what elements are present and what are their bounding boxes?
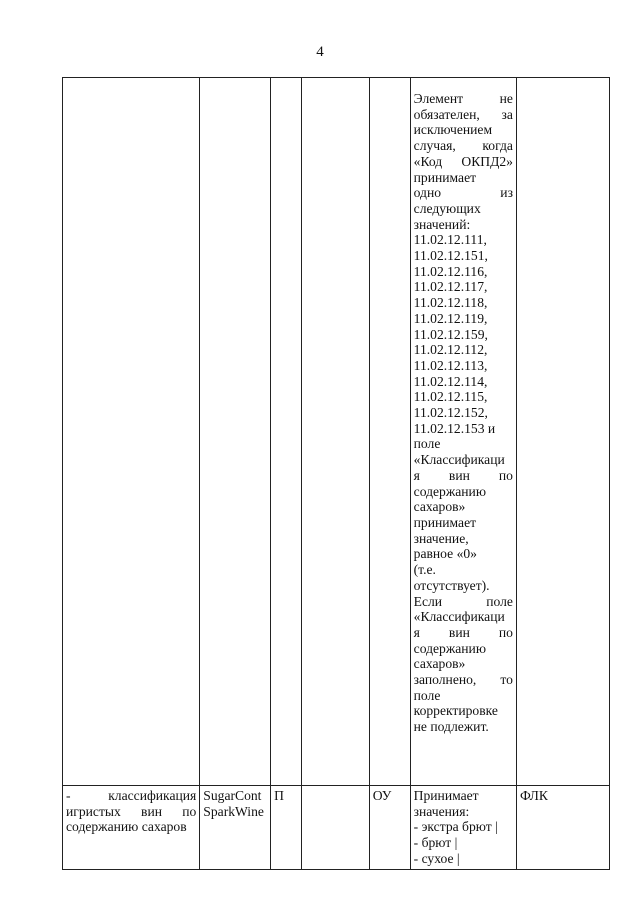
description-text: [414, 788, 513, 867]
cell-requirement: [369, 78, 410, 786]
description-line: принимает: [413, 514, 477, 530]
description-line: сахаров»: [413, 499, 466, 515]
cell-tag: [200, 78, 271, 786]
description-line: 11.02.12.119,: [413, 310, 488, 326]
description-line: случая, когда: [413, 138, 513, 154]
description-line: значений:: [413, 216, 471, 232]
description-line: сахаров»: [413, 656, 466, 672]
description-line: принимает: [413, 169, 477, 185]
cell-check: [516, 786, 609, 870]
description-text: [414, 91, 513, 735]
description-line: 11.02.12.111,: [413, 232, 487, 248]
description-line: 11.02.12.118,: [413, 295, 488, 311]
description-line: 11.02.12.117,: [413, 279, 488, 295]
table-row-continued: [63, 78, 610, 786]
description-line: содержанию: [413, 640, 486, 656]
cell-format: [302, 78, 370, 786]
element-check: ФЛК: [519, 788, 548, 803]
element-tag-line2: SparkWine: [203, 803, 264, 819]
description-line: значение,: [413, 530, 469, 546]
description-line: «Классификаци: [413, 609, 505, 625]
element-type: П: [274, 788, 284, 803]
description-line: 11.02.12.116,: [413, 263, 488, 279]
description-line: одно из: [413, 185, 513, 201]
description-line: Элемент не: [413, 91, 513, 106]
description-line: Принимает: [413, 788, 479, 803]
cell-requirement: [369, 786, 410, 870]
description-line: 11.02.12.114,: [413, 373, 488, 389]
description-line: поле: [413, 436, 441, 452]
description-line: отсутствует).: [413, 577, 490, 593]
cell-type: [271, 78, 302, 786]
description-line: обязателен, за: [413, 106, 513, 122]
description-line: поле: [413, 687, 441, 703]
description-line: Если поле: [413, 593, 513, 609]
description-line: (т.е.: [413, 562, 436, 578]
description-line: 11.02.12.113,: [413, 357, 488, 373]
cell-format: [302, 786, 370, 870]
description-line: 11.02.12.151,: [413, 248, 488, 264]
requisites-table: [62, 77, 610, 870]
description-line: 11.02.12.115,: [413, 389, 488, 405]
description-line: - экстра брют |: [413, 819, 498, 835]
cell-name: [63, 78, 200, 786]
description-line: 11.02.12.112,: [413, 342, 488, 358]
description-line: - брют |: [413, 835, 458, 851]
description-line: значения:: [413, 803, 470, 819]
element-requirement: ОУ: [372, 788, 392, 803]
description-line: следующих: [413, 200, 481, 216]
description-line: не подлежит.: [413, 719, 489, 735]
description-line: исключением: [413, 122, 493, 138]
description-line: корректировке: [413, 703, 498, 719]
description-line: равное «0»: [413, 546, 477, 562]
element-name: - классификация игристых вин по содержанию сахаров: [66, 788, 197, 835]
description-line: 11.02.12.152,: [413, 405, 488, 421]
cell-tag: [200, 786, 271, 870]
element-tag-line1: SugarCont: [203, 788, 262, 803]
cell-description: [410, 78, 516, 786]
description-line: я вин по: [413, 467, 513, 483]
description-line: «Классификаци: [413, 452, 505, 468]
description-line: заполнено, то: [413, 672, 513, 688]
cell-name: [63, 786, 200, 870]
description-line: 11.02.12.153 и: [413, 420, 496, 436]
description-line: «Код ОКПД2»: [413, 153, 513, 169]
cell-description: [410, 786, 516, 870]
cell-type: [271, 786, 302, 870]
description-line: 11.02.12.159,: [413, 326, 488, 342]
description-line: содержанию: [413, 483, 486, 499]
description-line: - сухое |: [413, 850, 460, 866]
cell-check: [516, 78, 609, 786]
page-number: 4: [316, 44, 324, 60]
description-line: я вин по: [413, 624, 513, 640]
table-row-sugar-classification: [63, 786, 610, 870]
